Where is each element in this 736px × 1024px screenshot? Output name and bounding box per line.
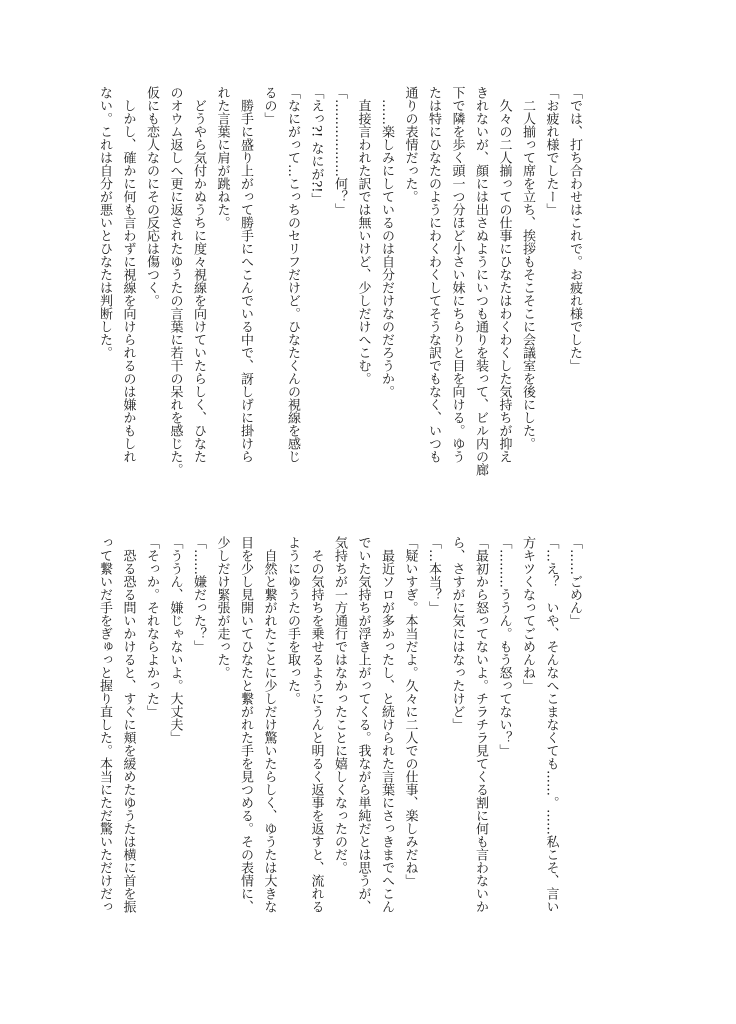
top-block-line: 「えっ?! なにが?!」 [308, 86, 324, 206]
bottom-block-line: その気持ちを乗せるようにうんと明るく返事を返すと、流れる [308, 536, 324, 913]
bottom-block-line: 「………ううん。もう怒ってない？」 [496, 536, 512, 757]
top-block-line: るの」 [261, 86, 277, 125]
top-block-line: 仮にも恋人なのにその反応は傷つく。 [144, 86, 159, 307]
bottom-block-line: 「最初から怒ってないよ。チラチラ見てくる割に何も言わないか [473, 536, 488, 913]
bottom-block-line: 「ううん、嫌じゃないよ。大丈夫」 [167, 536, 183, 744]
bottom-block-line: 自然と繋がれたことに少しだけ驚いたらしく、ゆうたは大きな [261, 536, 277, 913]
top-block-line: 「………………何？」 [332, 86, 347, 216]
bottom-block-line: 「……ごめん」 [567, 536, 582, 627]
top-block-line: ない。これは自分が悪いとひなたは判断した。 [97, 86, 112, 359]
top-block-line: 下で隣を歩く頭一つ分ほど小さい妹にちらりと目を向ける。ゆう [449, 86, 465, 463]
top-block-line: きれないが、顔には出さぬようにいつも通りを装って、ビル内の廊 [473, 86, 488, 476]
top-block-line: どうやら気付かぬうちに度々視線を向けていたらしく、ひなた [191, 86, 206, 463]
top-block-line: 直接言われた訳では無いけど、少しだけへこむ。 [355, 86, 371, 385]
novel-text-bottom-block [93, 536, 587, 956]
top-block-line: 勝手に盛り上がって勝手にへこんでいる中で、訝しげに掛けら [238, 86, 253, 463]
bottom-block-line: 目を少し見開いてひなたと繋がれた手を見つめる。その表情に、 [238, 536, 253, 913]
bottom-block-line: 少しだけ緊張が走った。 [214, 536, 230, 679]
top-block-line: れた言葉に肩が跳ねた。 [214, 86, 230, 229]
top-block-line: 久々の二人揃っての仕事にひなたはわくわくした気持ちが抑え [496, 86, 512, 463]
bottom-block-line: って繋いだ手をぎゅっと握り直した。本当にただ驚いただけだっ [97, 536, 112, 913]
bottom-block-line: 「…え？ いや、そんなへこまなくても……。……私こそ、言い [543, 536, 559, 913]
top-block-line: 「お疲れ様でしたー」 [543, 86, 559, 216]
top-block-line: たは特にひなたのようにわくわくしてそうな訳でもなく、いつも [426, 86, 441, 463]
bottom-block-line: でいた気持ちが浮き上がってくる。我ながら単純だとは思うが、 [355, 536, 371, 913]
bottom-block-line: 「疑いすぎ。本当だよ。久々に二人での仕事、楽しみだね」 [402, 536, 418, 887]
bottom-block-line: 恐る恐る問いかけると、すぐに頬を緩めたゆうたは横に首を振 [120, 536, 136, 913]
top-block-line: のオウム返しへ更に返されたゆうたの言葉に若干の呆れを感じた。 [167, 86, 183, 476]
top-block-line: ……楽しみにしているのは自分だけなのだろうか。 [379, 86, 394, 398]
top-block-line: 「なにがって…こっちのセリフだけど。ひなたくんの視線を感じ [285, 86, 300, 463]
bottom-block-line: 「そっか。それならよかった」 [144, 536, 159, 718]
bottom-block-line: 気持ちが一方通行ではなかったことに嬉しくなったのだ。 [332, 536, 347, 874]
novel-text-top-block [93, 86, 587, 506]
top-block-line: 「では、打ち合わせはこれで。お疲れ様でした」 [567, 86, 582, 372]
bottom-block-line: 「……嫌だった？」 [191, 536, 206, 653]
top-block-line: 二人揃って席を立ち、挨拶もそこそこに会議室を後にした。 [520, 86, 535, 450]
bottom-block-line: 方キツくなってごめんね」 [520, 536, 535, 692]
bottom-block-line: ら、さすがに気にはなったけど」 [449, 536, 465, 731]
bottom-block-line: 最近ソロが多かったし、と続けられた言葉にさっきまでへこん [379, 536, 394, 913]
bottom-block-line: ようにゆうたの手を取った。 [285, 536, 300, 705]
bottom-block-line: 「…本当？」 [426, 536, 441, 614]
top-block-line: しかし、確かに何も言わずに視線を向けられるのは嫌かもしれ [120, 86, 136, 463]
top-block-line: 通りの表情だった。 [402, 86, 418, 203]
